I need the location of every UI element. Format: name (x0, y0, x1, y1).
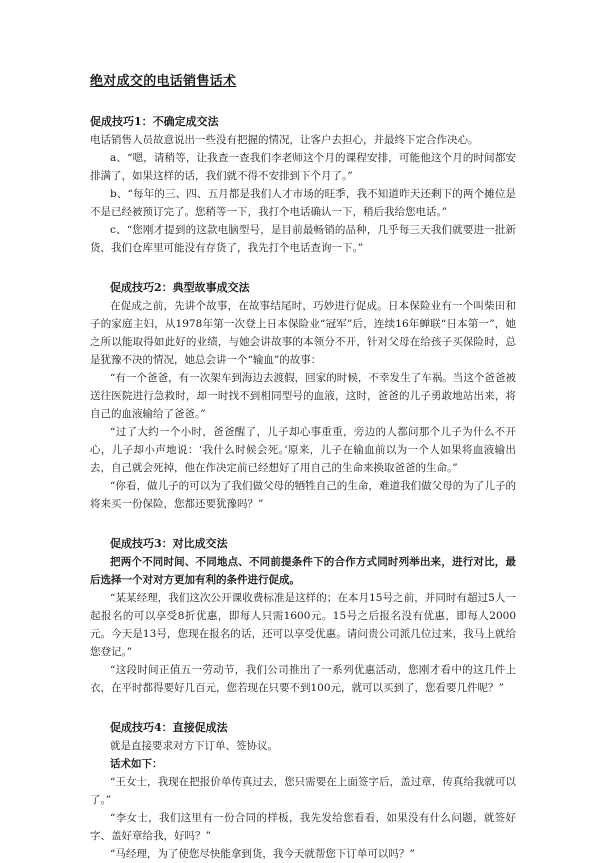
section-lead: 把两个不同时间、不同地点、不同前提条件下的合作方式同时列举出来，进行对比，最后选择一个对对方更加有利的条件进行促成。 (90, 556, 516, 586)
section-paragraph: “马经理，为了使您尽快能拿到货，我今天就帮您下订单可以吗？” (110, 848, 415, 860)
section-direct-close (90, 719, 516, 863)
section-paragraph: “李女士，我们这里有一份合同的样板，我先发给您看看，如果没有什么问题，就签好字、盖好章给我，好吗？” (90, 812, 516, 842)
section-lead: 就是直接要求对方下订单、签协议。 (110, 740, 278, 752)
section-subheading: 话术如下： (110, 758, 163, 770)
section-paragraph: “你看，做儿子的可以为了我们做父母的牺牲自己的生命，难道我们做父母的为了儿子的将来买一份保险，您都还要犹豫吗？” (90, 480, 516, 510)
section-paragraph: c、“您刚才提到的这款电脑型号，是目前最畅销的品种，几乎每三天我们就要进一批新货，我们仓库里可能没有存货了，我先打个电话查询一下。” (90, 224, 516, 254)
document-page (90, 70, 516, 863)
section-paragraph: 在促成之前，先讲个故事，在故事结尾时，巧妙进行促成。日本保险业有一个叫柴田和子的家庭主妇，从1978年第一次登上日本保险业“冠军”后，连续16年蝉联“日本第一”，她之所以能取得如此好的业绩，与她会讲故事的本领分不开，针对父母在给孩子买保险时，总是犹豫不决的情况，她总会讲一个“输血”的故事： (90, 300, 516, 366)
section-heading: 促成技巧4：直接促成法 (110, 721, 228, 734)
section-paragraph: a、“嗯，请稍等，让我查一查我们李老师这个月的课程安排，可能他这个月的时间都安排满了，如果这样的话，我们就不得不安排到下个月了。” (90, 152, 516, 182)
section-heading: 促成技巧2：典型故事成交法 (110, 281, 250, 294)
section-paragraph: “这段时间正值五一劳动节，我们公司推出了一系列优惠活动，您刚才看中的这几件上衣，在平时都得要好几百元，您若现在只要不到100元，就可以买到了，您看要几件呢？” (90, 664, 516, 694)
section-story-close (90, 279, 516, 513)
document-title: 绝对成交的电话销售话术 (90, 74, 237, 89)
section-uncertain-close (90, 113, 516, 257)
section-paragraph: “有一个爸爸，有一次架车到海边去渡假，回家的时候，不幸发生了车祸。当这个爸爸被送往医院进行急救时，却一时找不到相同型号的血液，这时，爸爸的儿子勇敢地站出来，将自己的血液输给了爸爸。” (90, 372, 516, 420)
section-heading: 促成技巧1：不确定成交法 (90, 115, 219, 128)
section-heading: 促成技巧3：对比成交法 (110, 537, 228, 550)
section-paragraph: “过了大约一个小时，爸爸醒了，儿子却心事重重，旁边的人都问那个儿子为什么不开心，儿子却小声地说：‘我什么时候会死。’原来，儿子在输血前以为一个人如果将血液输出去，自己就会死掉，他在作决定前已经想好了用自己的生命来换取爸爸的生命。” (90, 426, 516, 474)
section-comparison-close (90, 535, 516, 697)
section-paragraph: “某某经理，我们这次公开课收费标准是这样的；在本月15号之前，并同时有超过5人一起报名的可以享受8折优惠，即每人只需1600元。15号之后报名没有优惠，即每人2000元。今天是13号，您现在报名的话，还可以享受优惠。请问贵公司派几位过来，我马上就给您登记。” (90, 592, 516, 658)
section-paragraph: 电话销售人员故意说出一些没有把握的情况，让客户去担心，并最终下定合作决心。 (90, 134, 479, 146)
section-paragraph: “王女士，我现在把报价单传真过去，您只需要在上面签字后，盖过章，传真给我就可以了。” (90, 776, 516, 806)
section-paragraph: b、“每年的三、四、五月都是我们人才市场的旺季，我不知道昨天还剩下的两个摊位是不是已经被预订完了。您稍等一下，我打个电话确认一下，稍后我给您电话。” (90, 188, 516, 218)
